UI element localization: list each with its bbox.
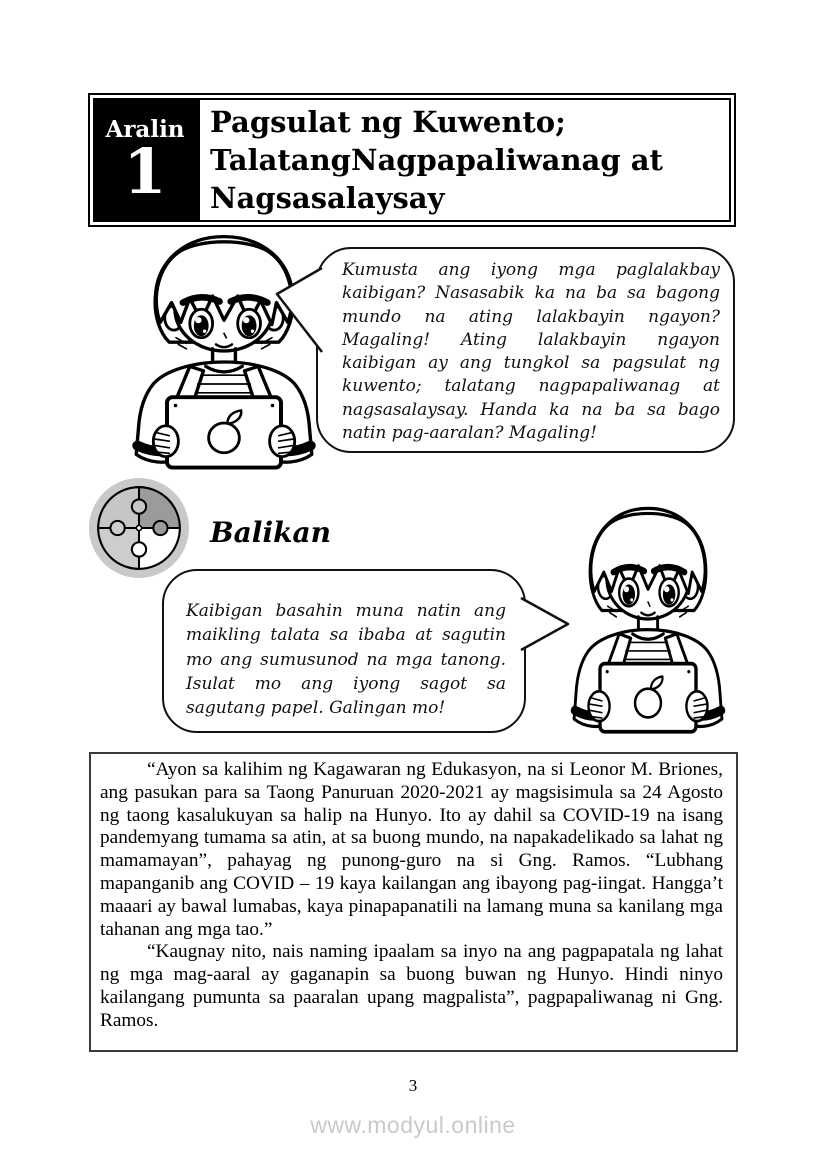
lesson-number: 1 — [123, 135, 167, 209]
speech-bubble-1-tail — [272, 262, 324, 358]
lesson-title — [197, 98, 731, 222]
lesson-header — [88, 93, 736, 227]
passage-box — [89, 752, 738, 1052]
lesson-number-cell — [93, 98, 197, 222]
speech-bubble-1-text: Kumusta ang iyong mga paglalakbay kaibigan? Nasasabik ka na ba sa bagong mundo na ating lalakbayin ngayon? Magaling! Ating lalakbayin ngayon kaibigan ay ang tungkol sa pagsulat ng kuwento; talatang nagpapaliwanag at nagsasalaysay. Handa ka na ba sa bago natin pag-aaralan? Magaling! — [342, 260, 720, 444]
page-number: 3 — [408, 1076, 418, 1095]
lesson-label: Aralin — [105, 116, 185, 144]
passage-paragraph: “Kaugnay nito, nais naming ipaalam sa inyo na ang pagpapatala ng lahat ng mga mag-aaral ay gaganapin sa buong buwan ng Hunyo. Hindi ninyo kailangang pumunta sa paaralan upang magpalista”, pagpapaliwanag ni Gng. Ramos. — [100, 941, 723, 1031]
lesson-title-text: Pagsulat ng Kuwento; TalatangNagpapaliwanag at Nagsasalaysay — [210, 104, 663, 216]
puzzle-icon — [88, 477, 190, 579]
student-character-illustration-2 — [552, 502, 744, 736]
watermark: www.modyul.online — [310, 1112, 516, 1138]
speech-bubble-2-text: Kaibigan basahin muna natin ang maikling talata sa ibaba at sagutin mo ang sumusunod na mga tanong. Isulat mo ang iyong sagot sa sagutang papel. Galingan mo! — [186, 601, 506, 719]
passage-paragraph: “Ayon sa kalihim ng Kagawaran ng Edukasyon, na si Leonor M. Briones, ang pasukan para sa Taong Panuruan 2020-2021 ay magsisimula sa 24 Agosto ng taong kasalukuyan sa halip na Hunyo. Ito ay dahil sa COVID-19 na isang pandemyang tumama sa atin, at sa buong mundo, na napakadelikado sa lahat ng mamamayan”, pahayag ng punong-guro na si Gng. Ramos. “Lubhang mapanganib ang COVID – 19 kaya kailangan ang ibayong pag-iingat. Hangga’t maaari ay bawal lumabas, kaya pinapapanatili na lamang muna sa kanilang mga tahanan ang mga tao.” — [100, 759, 723, 940]
section-heading-balikan: Balikan — [210, 516, 331, 549]
